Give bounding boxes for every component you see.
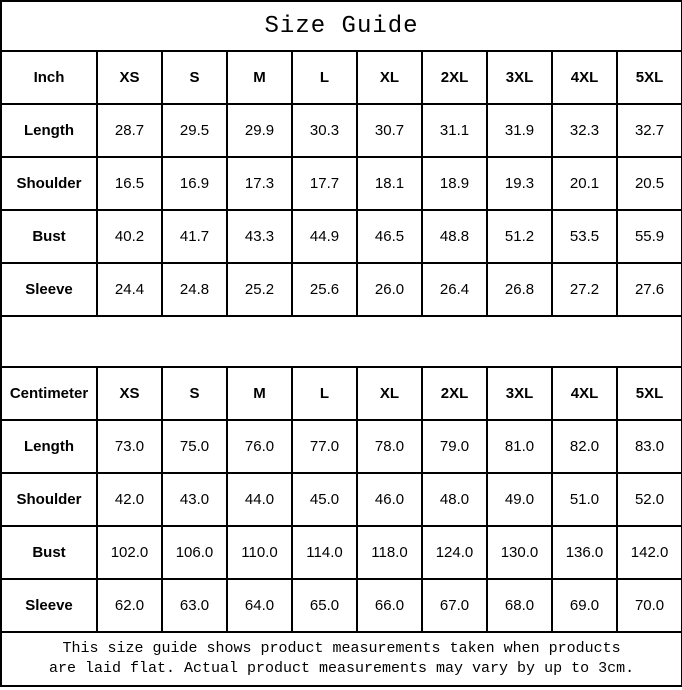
measurement-value-cell: 42.0 <box>97 473 162 526</box>
measurement-value-cell: 24.8 <box>162 263 227 316</box>
measurement-value-cell: 20.5 <box>617 157 682 210</box>
measurement-value-cell: 76.0 <box>227 420 292 473</box>
measurement-value-cell: 16.5 <box>97 157 162 210</box>
title-row <box>1 1 682 51</box>
measurement-value-cell: 26.8 <box>487 263 552 316</box>
measurement-value-cell: 130.0 <box>487 526 552 579</box>
size-header-row-centimeter <box>1 367 682 420</box>
size-header-cell: M <box>227 367 292 420</box>
measurement-value-cell: 43.3 <box>227 210 292 263</box>
measurement-value-cell: 25.6 <box>292 263 357 316</box>
measurement-value-cell: 81.0 <box>487 420 552 473</box>
measurement-value-cell: 18.9 <box>422 157 487 210</box>
unit-label-cell: Centimeter <box>1 367 97 420</box>
row-label-cell: Length <box>1 420 97 473</box>
size-header-cell: S <box>162 367 227 420</box>
measurement-value-cell: 31.1 <box>422 104 487 157</box>
size-header-cell: 2XL <box>422 367 487 420</box>
measurement-value-cell: 29.5 <box>162 104 227 157</box>
unit-label-cell: Inch <box>1 51 97 104</box>
measurement-value-cell: 16.9 <box>162 157 227 210</box>
measurement-value-cell: 118.0 <box>357 526 422 579</box>
table-row-sleeve <box>1 263 682 316</box>
measurement-value-cell: 124.0 <box>422 526 487 579</box>
measurement-value-cell: 26.0 <box>357 263 422 316</box>
footer-note-line2: are laid flat. Actual product measurements may vary by up to 3cm. <box>48 660 635 677</box>
size-header-row-inch <box>1 51 682 104</box>
measurement-value-cell: 31.9 <box>487 104 552 157</box>
measurement-value-cell: 51.0 <box>552 473 617 526</box>
measurement-value-cell: 53.5 <box>552 210 617 263</box>
measurement-value-cell: 65.0 <box>292 579 357 632</box>
measurement-value-cell: 44.9 <box>292 210 357 263</box>
measurement-value-cell: 79.0 <box>422 420 487 473</box>
size-header-cell: 4XL <box>552 51 617 104</box>
measurement-value-cell: 83.0 <box>617 420 682 473</box>
measurement-value-cell: 26.4 <box>422 263 487 316</box>
measurement-value-cell: 142.0 <box>617 526 682 579</box>
row-label-cell: Bust <box>1 526 97 579</box>
footer-note <box>1 632 682 686</box>
measurement-value-cell: 32.7 <box>617 104 682 157</box>
measurement-value-cell: 19.3 <box>487 157 552 210</box>
size-header-cell: XL <box>357 367 422 420</box>
measurement-value-cell: 49.0 <box>487 473 552 526</box>
size-header-cell: S <box>162 51 227 104</box>
size-header-cell: 4XL <box>552 367 617 420</box>
measurement-value-cell: 48.8 <box>422 210 487 263</box>
table-spacer-cell <box>1 316 682 367</box>
measurement-value-cell: 20.1 <box>552 157 617 210</box>
size-header-cell: 3XL <box>487 367 552 420</box>
measurement-value-cell: 55.9 <box>617 210 682 263</box>
table-row-bust <box>1 210 682 263</box>
footer-row <box>1 632 682 686</box>
measurement-value-cell: 17.7 <box>292 157 357 210</box>
table-spacer-row <box>1 316 682 367</box>
measurement-value-cell: 136.0 <box>552 526 617 579</box>
size-header-cell: 5XL <box>617 367 682 420</box>
row-label-cell: Shoulder <box>1 157 97 210</box>
size-header-cell: XL <box>357 51 422 104</box>
measurement-value-cell: 75.0 <box>162 420 227 473</box>
measurement-value-cell: 67.0 <box>422 579 487 632</box>
measurement-value-cell: 102.0 <box>97 526 162 579</box>
measurement-value-cell: 63.0 <box>162 579 227 632</box>
measurement-value-cell: 27.6 <box>617 263 682 316</box>
size-header-cell: 2XL <box>422 51 487 104</box>
table-row-bust <box>1 526 682 579</box>
measurement-value-cell: 46.0 <box>357 473 422 526</box>
measurement-value-cell: 78.0 <box>357 420 422 473</box>
measurement-value-cell: 52.0 <box>617 473 682 526</box>
measurement-value-cell: 40.2 <box>97 210 162 263</box>
measurement-value-cell: 66.0 <box>357 579 422 632</box>
measurement-value-cell: 28.7 <box>97 104 162 157</box>
size-header-cell: 5XL <box>617 51 682 104</box>
measurement-value-cell: 69.0 <box>552 579 617 632</box>
measurement-value-cell: 43.0 <box>162 473 227 526</box>
row-label-cell: Sleeve <box>1 579 97 632</box>
measurement-value-cell: 51.2 <box>487 210 552 263</box>
row-label-cell: Bust <box>1 210 97 263</box>
row-label-cell: Shoulder <box>1 473 97 526</box>
size-header-cell: XS <box>97 51 162 104</box>
measurement-value-cell: 41.7 <box>162 210 227 263</box>
measurement-value-cell: 46.5 <box>357 210 422 263</box>
measurement-value-cell: 73.0 <box>97 420 162 473</box>
measurement-value-cell: 110.0 <box>227 526 292 579</box>
page-title: Size Guide <box>1 1 682 51</box>
measurement-value-cell: 17.3 <box>227 157 292 210</box>
measurement-value-cell: 64.0 <box>227 579 292 632</box>
row-label-cell: Length <box>1 104 97 157</box>
size-header-cell: L <box>292 367 357 420</box>
size-header-cell: L <box>292 51 357 104</box>
measurement-value-cell: 45.0 <box>292 473 357 526</box>
measurement-value-cell: 29.9 <box>227 104 292 157</box>
measurement-value-cell: 27.2 <box>552 263 617 316</box>
measurement-value-cell: 44.0 <box>227 473 292 526</box>
measurement-value-cell: 25.2 <box>227 263 292 316</box>
table-row-length <box>1 420 682 473</box>
table-row-length <box>1 104 682 157</box>
measurement-value-cell: 82.0 <box>552 420 617 473</box>
measurement-value-cell: 114.0 <box>292 526 357 579</box>
table-row-sleeve <box>1 579 682 632</box>
measurement-value-cell: 77.0 <box>292 420 357 473</box>
footer-note-line1: This size guide shows product measurements taken when products <box>62 640 621 657</box>
measurement-value-cell: 30.3 <box>292 104 357 157</box>
measurement-value-cell: 30.7 <box>357 104 422 157</box>
size-header-cell: XS <box>97 367 162 420</box>
measurement-value-cell: 32.3 <box>552 104 617 157</box>
measurement-value-cell: 68.0 <box>487 579 552 632</box>
size-header-cell: M <box>227 51 292 104</box>
measurement-value-cell: 62.0 <box>97 579 162 632</box>
measurement-value-cell: 106.0 <box>162 526 227 579</box>
row-label-cell: Sleeve <box>1 263 97 316</box>
measurement-value-cell: 70.0 <box>617 579 682 632</box>
size-header-cell: 3XL <box>487 51 552 104</box>
table-row-shoulder <box>1 157 682 210</box>
measurement-value-cell: 24.4 <box>97 263 162 316</box>
measurement-value-cell: 18.1 <box>357 157 422 210</box>
table-row-shoulder <box>1 473 682 526</box>
measurement-value-cell: 48.0 <box>422 473 487 526</box>
